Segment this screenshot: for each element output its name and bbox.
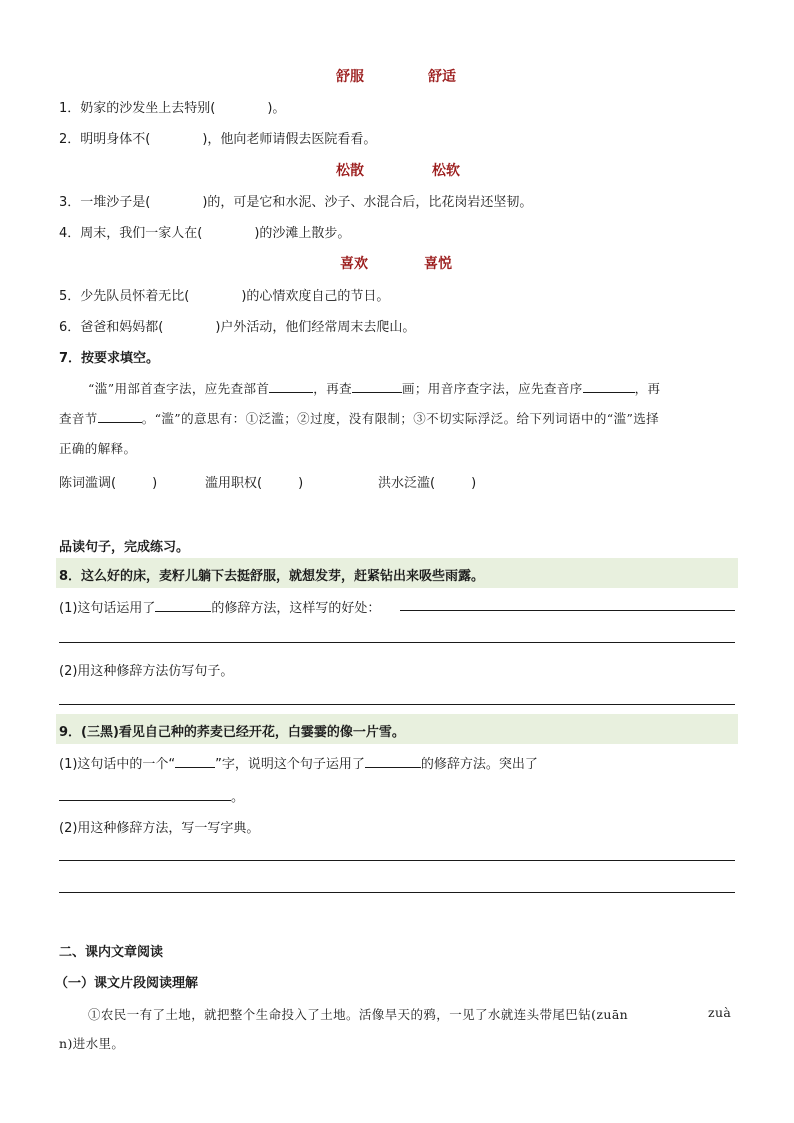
fill-blank[interactable] <box>352 380 402 393</box>
question-9-sentence: 9．(三黑)看见自己种的荞麦已经开花，白霎霎的像一片雪。 <box>59 725 405 740</box>
question-9-sub-1: (1)这句话中的一个“ ”字，说明这个句子运用了 的修辞方法。突出了 <box>59 757 538 772</box>
fill-blank[interactable] <box>59 788 231 801</box>
question-8-sub-2: (2)用这种修辞方法仿写句子。 <box>59 664 234 679</box>
question-6: 6．爸爸和妈妈都( )户外活动，他们经常周末去爬山。 <box>59 320 416 335</box>
question-1: 1．奶家的沙发坐上去特别( )。 <box>59 101 286 116</box>
question-8-sentence: 8．这么好的床，麦籽儿躺下去挺舒服，就想发芽，赶紧钻出来吸些雨露。 <box>59 569 485 584</box>
fill-blank[interactable] <box>98 410 142 423</box>
fill-blank[interactable] <box>175 755 215 768</box>
question-7-line-2: 查音节 。“滥”的意思有：①泛滥；②过度，没有限制；③不切实际浮泛。给下列词语中的“滥”选择 <box>59 411 660 426</box>
question-4: 4．周末，我们一家人在( )的沙滩上散步。 <box>59 226 351 241</box>
word-choice-b: 松软 <box>432 163 460 179</box>
question-7-line-3: 正确的解释。 <box>59 441 137 456</box>
paragraph-line-2: n)进水里。 <box>59 1036 125 1051</box>
answer-line[interactable] <box>59 860 735 861</box>
question-8-band <box>56 558 738 588</box>
word-choice-b: 喜悦 <box>424 256 452 272</box>
answer-line[interactable] <box>59 704 735 705</box>
section-title: 品读句子，完成练习。 <box>59 540 190 555</box>
word-choice-a: 喜欢 <box>340 256 368 272</box>
word-choice-b: 舒适 <box>428 69 456 85</box>
word-item: 滥用职权( ) <box>205 476 304 491</box>
part-title: 二、课内文章阅读 <box>59 945 164 960</box>
fill-blank[interactable] <box>269 380 313 393</box>
paragraph-line-1-end: zuà <box>708 1005 732 1020</box>
question-7-title: 7．按要求填空。 <box>59 351 160 366</box>
question-9-sub-1-cont: 。 <box>59 786 244 805</box>
answer-line[interactable] <box>59 892 735 893</box>
word-item: 洪水泛滥( ) <box>378 476 477 491</box>
answer-line[interactable] <box>400 610 735 611</box>
word-item: 陈词滥调( ) <box>59 476 158 491</box>
answer-line[interactable] <box>59 642 735 643</box>
question-3: 3．一堆沙子是( )的，可是它和水泥、沙子、水混合后，比花岗岩还坚韧。 <box>59 195 533 210</box>
question-9-band <box>56 714 738 744</box>
question-9-sub-2: (2)用这种修辞方法，写一写字典。 <box>59 821 260 836</box>
word-choice-a: 松散 <box>336 163 364 179</box>
part-subtitle: （一）课文片段阅读理解 <box>55 976 199 991</box>
question-2: 2．明明身体不( )，他向老师请假去医院看看。 <box>59 132 377 147</box>
question-5: 5．少先队员怀着无比( )的心情欢度自己的节日。 <box>59 289 390 304</box>
fill-blank[interactable] <box>365 755 421 768</box>
fill-blank[interactable] <box>583 380 635 393</box>
question-7-line-1: “滥”用部首查字法，应先查部首 ，再查 画；用音序查字法，应先查音序 ，再 <box>88 381 661 396</box>
fill-blank[interactable] <box>155 599 211 612</box>
question-8-sub-1: (1)这句话运用了 的修辞方法，这样写的好处： <box>59 601 381 616</box>
paragraph-line-1: ①农民一有了土地，就把整个生命投入了土地。活像旱天的鸦，一见了水就连头带尾巴钻(zuān <box>88 1007 629 1022</box>
word-choice-a: 舒服 <box>336 69 364 85</box>
